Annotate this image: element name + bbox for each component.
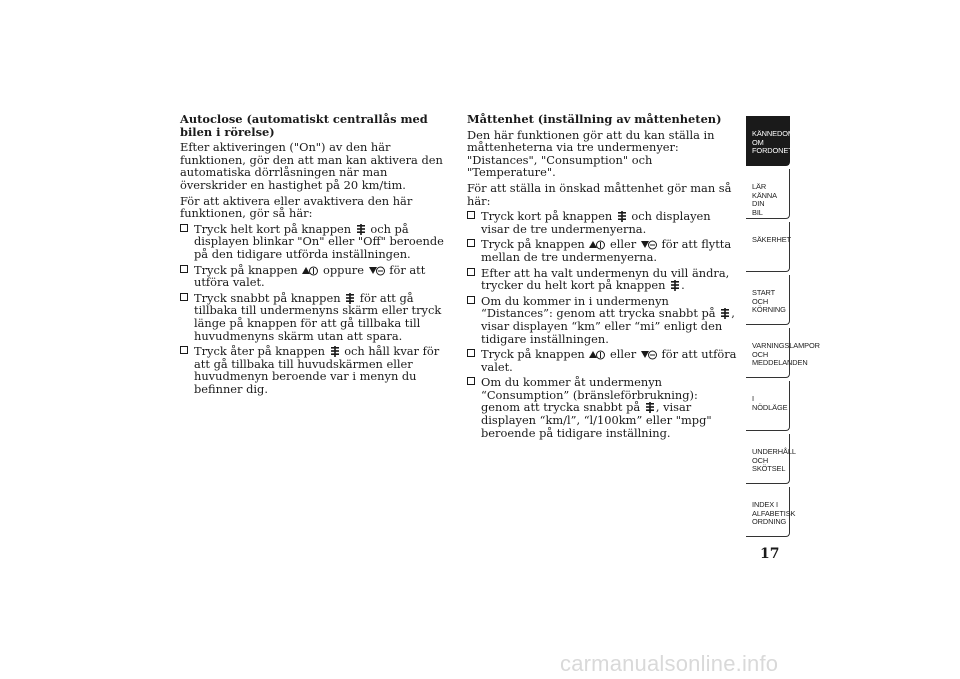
down-button-icon [641, 239, 657, 250]
list-item: Om du kommer in i undermenyn “Distances”: genom att trycka snabbt på , visar displayen “km” eller “mi” enligt den tidigare inställningen. [467, 295, 739, 345]
down-button-icon [641, 349, 657, 360]
list-item: Tryck snabbt på knappen för att gå tillbaka till undermenyns skärm eller tryck länge på knappen för att gå tillbaka till huvudmenyns skärm utan att spara. [180, 292, 452, 342]
checkbox-bullet-icon [467, 268, 475, 276]
menu-button-icon [330, 346, 340, 357]
units-intro: Den här funktionen gör att du kan ställa in måttenheterna via tre undermenyer: "Distances", "Consumption" och "Temperature". [467, 127, 715, 180]
menu-button-icon [720, 308, 730, 319]
list-item: Tryck åter på knappen och håll kvar för att gå tillbaka till huvudskärmen eller huvudmenyn beroende var i menyn du befinner dig. [180, 345, 452, 395]
tab-index[interactable]: INDEX I ALFABETISK ORDNING [746, 487, 790, 537]
up-button-icon [589, 349, 605, 360]
checkbox-bullet-icon [180, 224, 188, 232]
page-number: 17 [760, 546, 780, 562]
checkbox-bullet-icon [467, 239, 475, 247]
tab-varningslampor[interactable]: VARNINGSLAMPOR OCH MEDDELANDEN [746, 328, 790, 378]
tab-lar-kanna-din-bil[interactable]: LÄR KÄNNA DIN BIL [746, 169, 790, 219]
list-item: Tryck kort på knappen och displayen visar de tre undermenyerna. [467, 210, 739, 235]
checkbox-bullet-icon [467, 211, 475, 219]
checkbox-bullet-icon [467, 349, 475, 357]
tab-kannedom-om-fordonet[interactable]: KÄNNEDOM OM FORDONET [746, 116, 790, 166]
autoclose-instructions: För att aktivera eller avaktivera den här funktionen, gör så här: [180, 193, 413, 221]
menu-button-icon [356, 224, 366, 235]
menu-button-icon [345, 293, 355, 304]
right-column [467, 113, 739, 442]
list-item: Om du kommer åt undermenyn “Consumption” (bränsleförbrukning): genom att trycka snabbt på , visar displayen “km/l”, “l/100km” eller "mpg" beroende på tidigare inställning. [467, 376, 739, 439]
checkbox-bullet-icon [180, 265, 188, 273]
watermark: carmanualsonline.info [560, 651, 779, 676]
down-button-icon [369, 265, 385, 276]
menu-button-icon [670, 280, 680, 291]
chapter-tabs [746, 116, 820, 540]
list-item: Tryck på knappen eller för att utföra valet. [467, 348, 739, 373]
checkbox-bullet-icon [467, 296, 475, 304]
list-item: Tryck på knappen eller för att flytta mellan de tre undermenyerna. [467, 238, 739, 263]
tab-start-och-korning[interactable]: START OCH KÖRNING [746, 275, 790, 325]
checkbox-bullet-icon [467, 377, 475, 385]
autoclose-intro: Efter aktiveringen ("On") av den här funktionen, gör den att man kan aktivera den automatiska dörrlåsningen när man överskrider en hastighet på 20 km/tim. [180, 140, 443, 192]
list-item: Tryck på knappen oppure för att utföra valet. [180, 264, 452, 289]
autoclose-heading: Autoclose (automatiskt centrallås med bilen i rörelse) [180, 112, 428, 139]
left-column [180, 113, 452, 398]
list-item: Efter att ha valt undermenyn du vill ändra, trycker du helt kort på knappen . [467, 267, 739, 292]
list-item: Tryck helt kort på knappen och på displayen blinkar "On" eller "Off" beroende på den tidigare utförda inställningen. [180, 223, 452, 261]
up-button-icon [589, 239, 605, 250]
menu-button-icon [645, 402, 655, 413]
units-heading: Måttenhet (inställning av måttenheten) [467, 112, 722, 126]
tab-sakerhet[interactable]: SÄKERHET [746, 222, 790, 272]
tab-underhall-och-skotsel[interactable]: UNDERHÅLL OCH SKÖTSEL [746, 434, 790, 484]
up-button-icon [302, 265, 318, 276]
checkbox-bullet-icon [180, 293, 188, 301]
checkbox-bullet-icon [180, 346, 188, 354]
tab-i-nodlage[interactable]: I NÖDLÄGE [746, 381, 790, 431]
units-instructions: För att ställa in önskad måttenhet gör man så här: [467, 180, 732, 208]
menu-button-icon [617, 211, 627, 222]
